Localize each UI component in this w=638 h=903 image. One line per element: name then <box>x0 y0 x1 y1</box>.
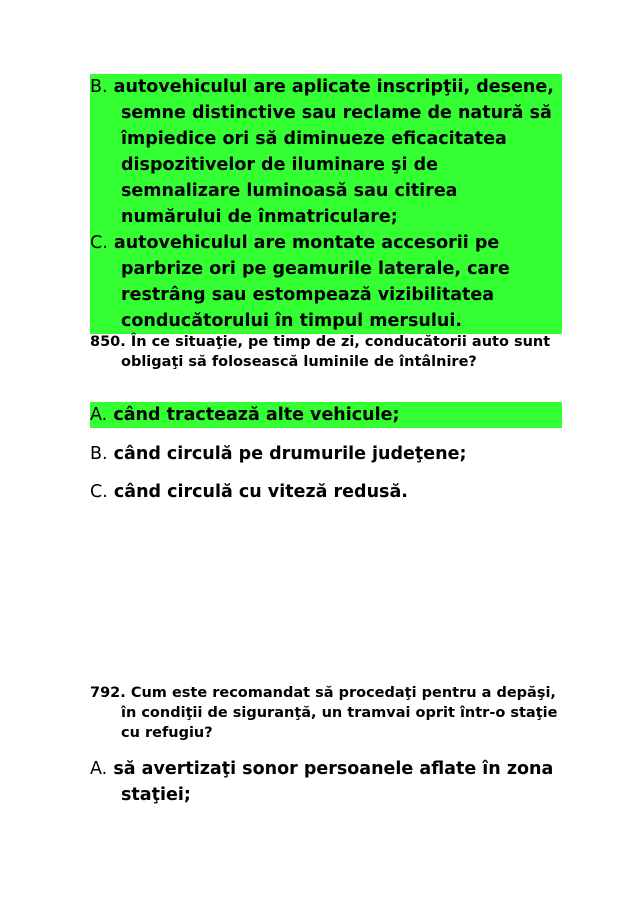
answer-letter: B. <box>90 444 108 464</box>
answer-letter: A. <box>90 759 108 779</box>
answer-text: să avertizaţi sonor persoanele aflate în zona staţiei; <box>113 759 554 805</box>
answer-letter: A. <box>90 405 108 425</box>
answer-c-q1 <box>90 230 562 334</box>
question-text: 850. În ce situaţie, pe timp de zi, conducătorii auto sunt obligaţi să folosească luminile de întâlnire? <box>90 334 551 370</box>
question-text: 792. Cum este recomandat să procedaţi pentru a depăşi, în condiţii de siguranţă, un tramvai oprit într-o staţie cu refugiu? <box>90 685 558 741</box>
answer-letter: C. <box>90 482 108 502</box>
question-792 <box>90 683 562 743</box>
answer-a-q850 <box>90 402 562 428</box>
answer-text: când circulă cu viteză redusă. <box>113 482 408 502</box>
answer-text: autovehiculul are montate accesorii pe parbrize ori pe geamurile laterale, care restrâng sau estompează vizibilitatea conducătorului în timpul mersului. <box>113 233 510 331</box>
answer-text: când circulă pe drumurile judeţene; <box>113 444 467 464</box>
answer-text: autovehiculul are aplicate inscripţii, desene, semne distinctive sau reclame de natură să împiedice ori să diminueze eficacitatea dispozitivelor de iluminare şi de semnalizare luminoasă sau citirea numărului de înmatriculare; <box>113 77 554 227</box>
answer-text: când tractează alte vehicule; <box>113 405 400 425</box>
answer-b-q1 <box>90 74 562 230</box>
answer-letter: B. <box>90 77 108 97</box>
answer-c-q850 <box>90 479 562 505</box>
answer-b-q850 <box>90 441 562 467</box>
answer-a-q792 <box>90 756 562 808</box>
answer-letter: C. <box>90 233 108 253</box>
question-850 <box>90 332 562 372</box>
